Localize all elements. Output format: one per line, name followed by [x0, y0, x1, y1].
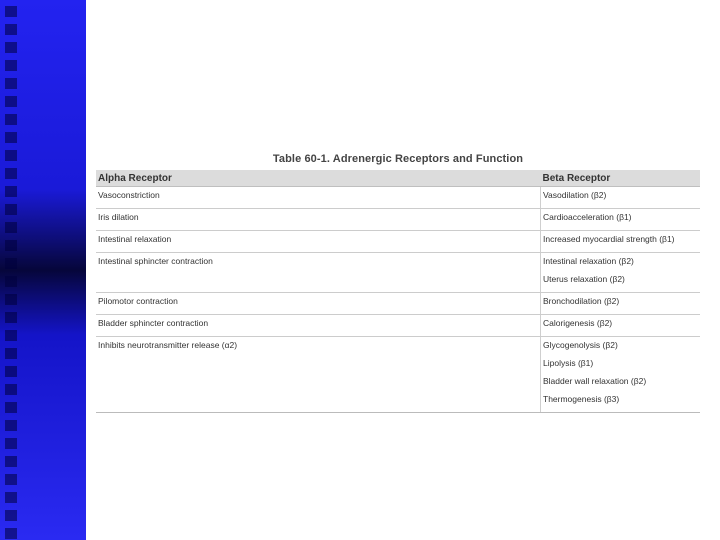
beta-function-text: Lipolysis (β1) [543, 358, 594, 368]
alpha-function-cell [96, 209, 541, 231]
band-square-decoration [5, 330, 17, 341]
beta-function-cell [541, 231, 701, 253]
band-square-decoration [5, 60, 17, 71]
alpha-function-text: Bladder sphincter contraction [98, 318, 209, 328]
beta-function-cell [541, 209, 701, 231]
alpha-function-text: Iris dilation [98, 212, 139, 222]
beta-function-text: Thermogenesis (β3) [543, 394, 620, 404]
band-square-decoration [5, 6, 17, 17]
band-square-decoration [5, 402, 17, 413]
beta-function-text: Bronchodilation (β2) [543, 296, 620, 306]
alpha-function-text: Intestinal relaxation [98, 234, 172, 244]
band-square-decoration [5, 456, 17, 467]
alpha-function-cell [96, 231, 541, 253]
header-alpha-receptor: Alpha Receptor [96, 170, 541, 187]
table-row [96, 293, 700, 315]
band-square-decoration [5, 24, 17, 35]
beta-function-cell [541, 293, 701, 315]
beta-function-text: Calorigenesis (β2) [543, 318, 613, 328]
alpha-function-text: Inhibits neurotransmitter release (α2) [98, 340, 238, 350]
beta-function-cell [541, 253, 701, 293]
band-square-decoration [5, 204, 17, 215]
alpha-function-cell [96, 315, 541, 337]
beta-function-cell [541, 187, 701, 209]
decorative-side-band [0, 0, 86, 540]
band-square-decoration [5, 384, 17, 395]
beta-function-text: Bladder wall relaxation (β2) [543, 376, 647, 386]
beta-function-cell [541, 337, 701, 413]
alpha-function-text: Pilomotor contraction [98, 296, 178, 306]
band-square-decoration [5, 528, 17, 539]
alpha-function-cell [96, 337, 541, 413]
alpha-function-cell [96, 293, 541, 315]
band-square-decoration [5, 42, 17, 53]
band-square-decoration [5, 96, 17, 107]
band-square-decoration [5, 222, 17, 233]
beta-function-text: Uterus relaxation (β2) [543, 274, 625, 284]
table-header-row [96, 170, 700, 187]
band-square-decoration [5, 186, 17, 197]
band-square-decoration [5, 312, 17, 323]
header-beta-receptor: Beta Receptor [541, 170, 701, 187]
table-caption: Table 60-1. Adrenergic Receptors and Function [272, 153, 524, 165]
table-row [96, 187, 700, 209]
band-square-decoration [5, 366, 17, 377]
alpha-function-cell [96, 253, 541, 293]
band-square-decoration [5, 420, 17, 431]
band-square-decoration [5, 276, 17, 287]
table-row [96, 315, 700, 337]
table-row [96, 253, 700, 293]
band-square-decoration [5, 132, 17, 143]
band-square-decoration [5, 258, 17, 269]
table-row [96, 231, 700, 253]
band-square-decoration [5, 294, 17, 305]
band-square-decoration [5, 168, 17, 179]
alpha-function-cell [96, 187, 541, 209]
adrenergic-receptors-table [96, 170, 700, 413]
band-square-decoration [5, 78, 17, 89]
band-square-decoration [5, 492, 17, 503]
band-square-decoration [5, 438, 17, 449]
alpha-function-text: Intestinal sphincter contraction [98, 256, 213, 266]
beta-function-text: Increased myocardial strength (β1) [543, 234, 675, 244]
table-row [96, 209, 700, 231]
band-square-decoration [5, 240, 17, 251]
beta-function-text: Cardioacceleration (β1) [543, 212, 632, 222]
band-square-decoration [5, 510, 17, 521]
alpha-function-text: Vasoconstriction [98, 190, 160, 200]
band-square-decoration [5, 114, 17, 125]
beta-function-text: Vasodilation (β2) [543, 190, 607, 200]
band-square-decoration [5, 474, 17, 485]
band-square-decoration [5, 348, 17, 359]
table-row [96, 337, 700, 413]
band-square-decoration [5, 150, 17, 161]
beta-function-cell [541, 315, 701, 337]
beta-function-text: Glycogenolysis (β2) [543, 340, 618, 350]
beta-function-text: Intestinal relaxation (β2) [543, 256, 634, 266]
